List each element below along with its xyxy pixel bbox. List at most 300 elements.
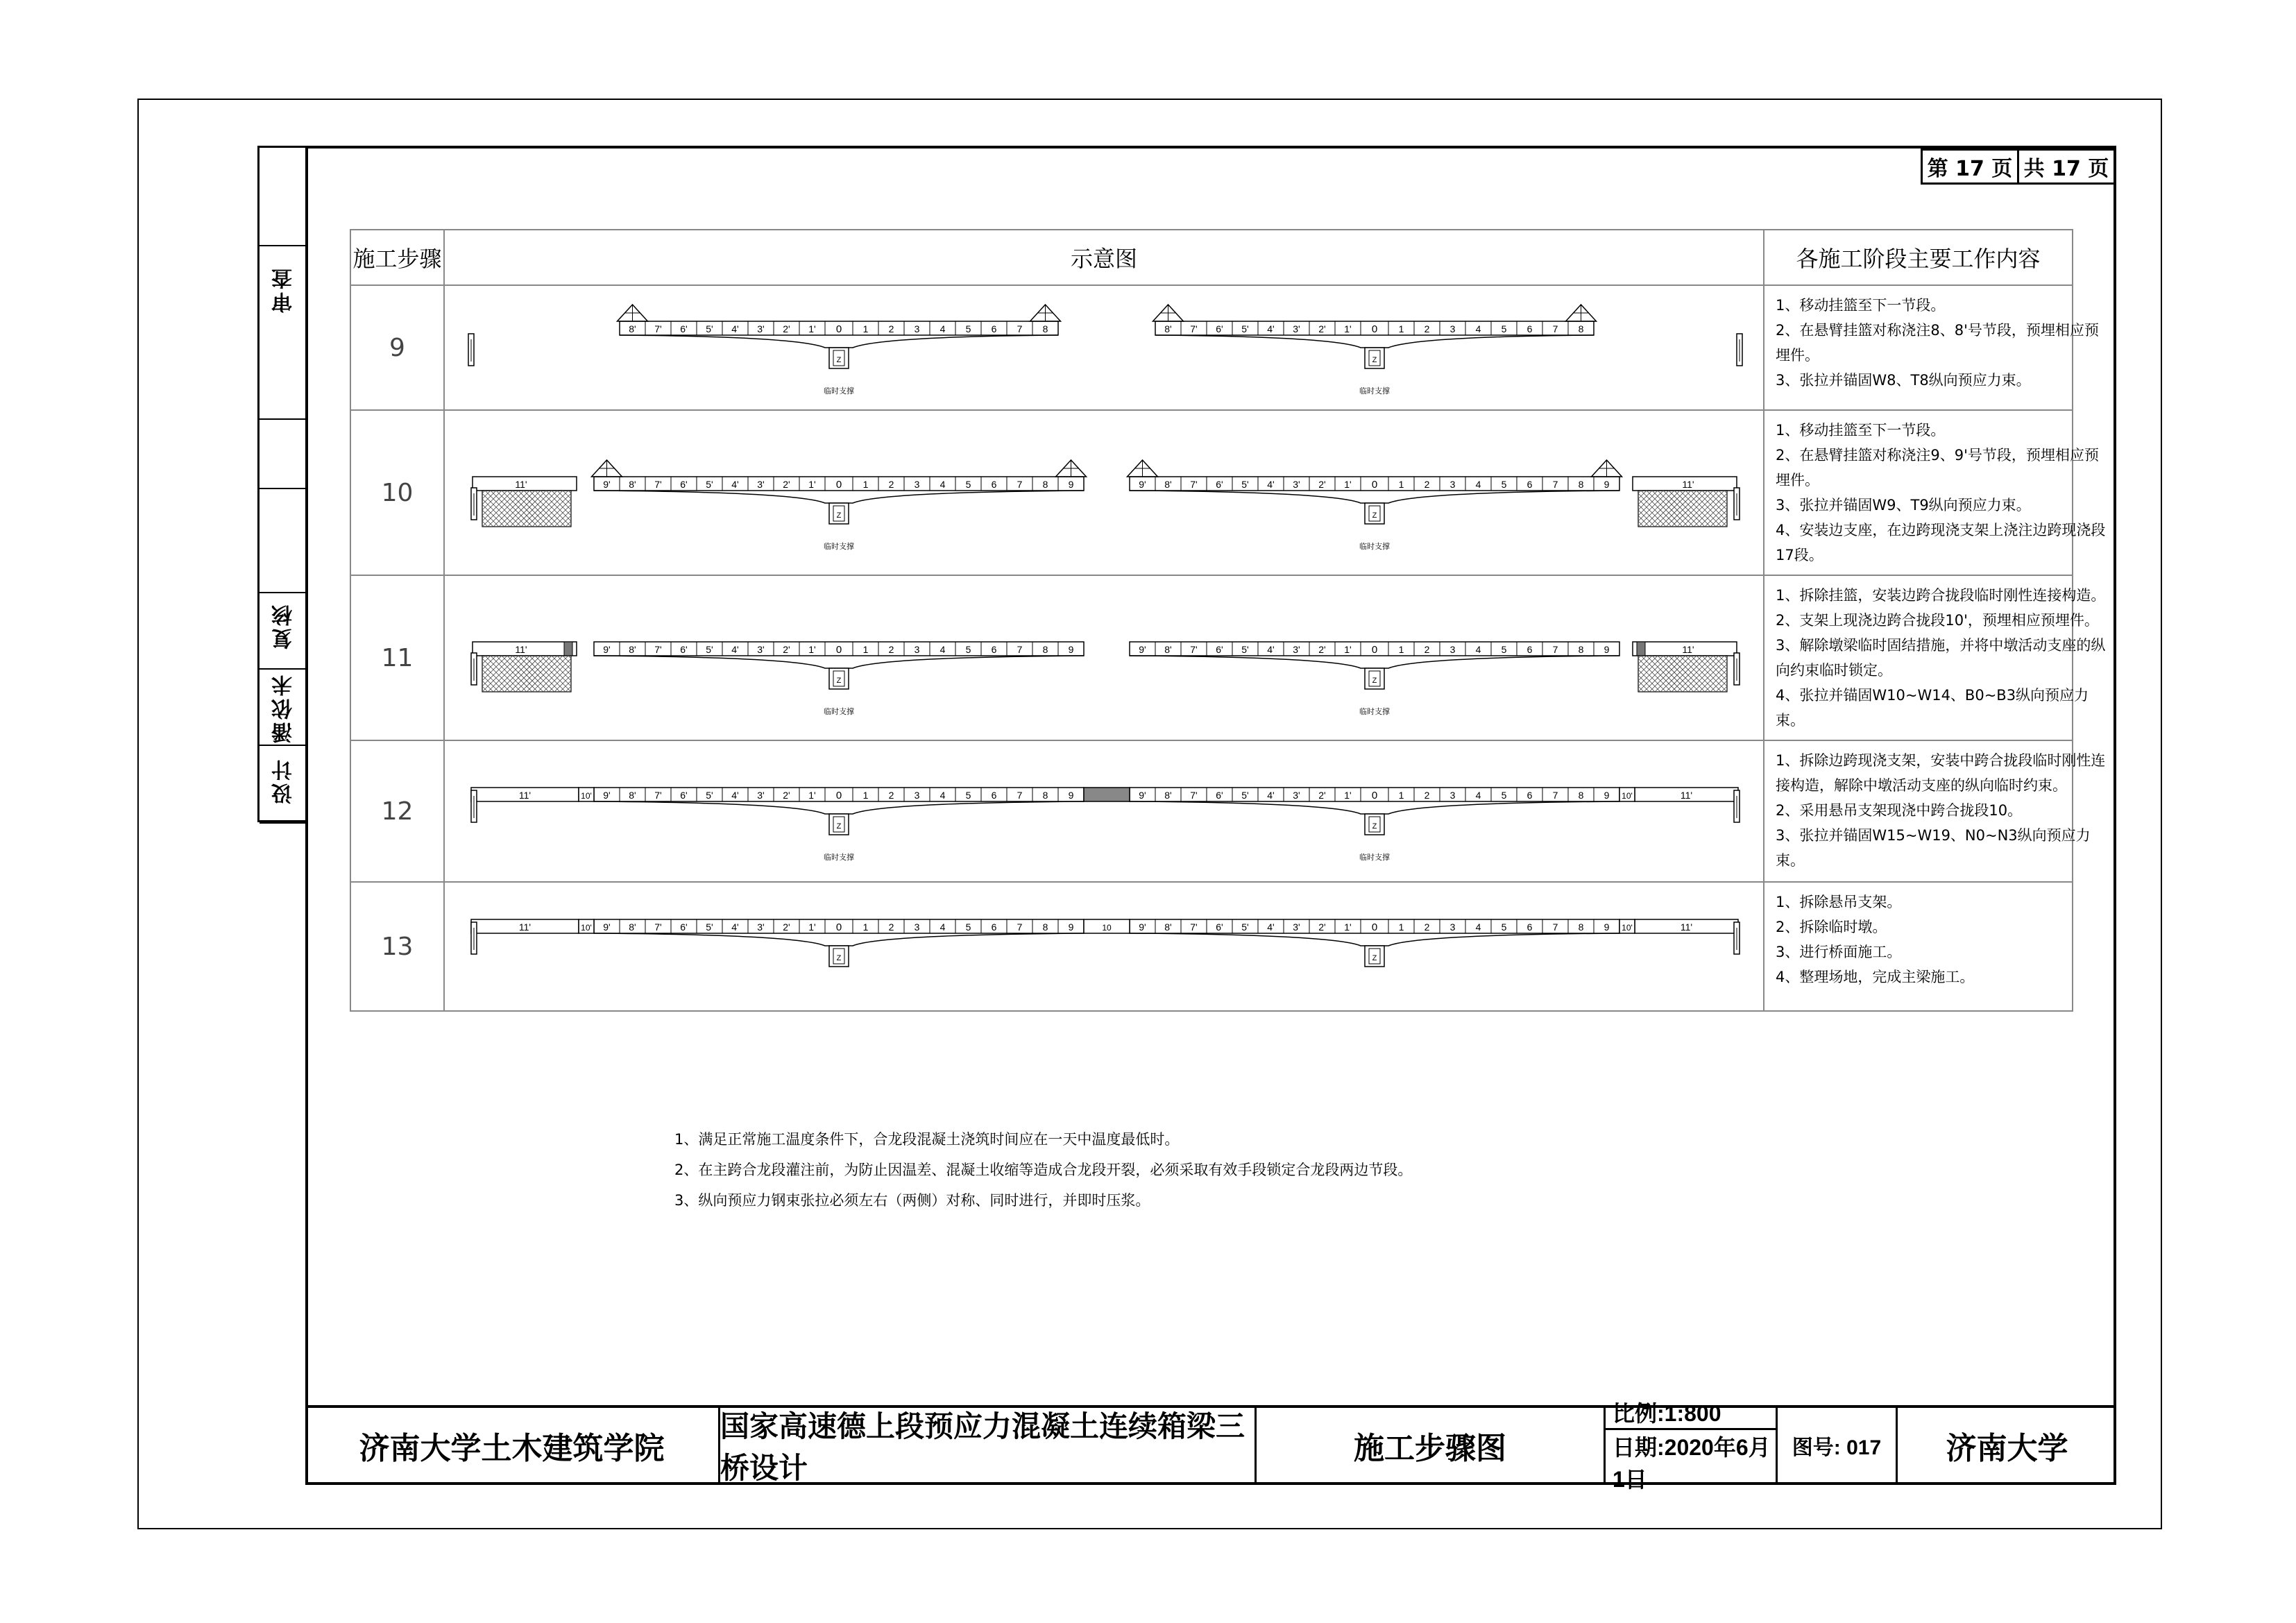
box-girder-soffit [1130, 801, 1619, 814]
bridge-diagram [445, 883, 1764, 1010]
segment-label: 2 [1424, 323, 1430, 334]
note-line: 3、纵向预应力钢束张拉必须左右（两侧）对称、同时进行，并即时压浆。 [674, 1192, 1150, 1209]
segment-label: 11' [518, 790, 532, 801]
segment-label: 9' [1139, 921, 1146, 933]
segment-label: 4' [731, 644, 739, 655]
work-line: 4、整理场地，完成主梁施工。 [1776, 969, 1975, 985]
hatch-line [482, 491, 518, 527]
segment-label: 6 [991, 790, 997, 801]
segment-label: 6' [680, 921, 688, 933]
date-text: 日期:2020年6月1日 [1606, 1428, 1776, 1494]
segment-label: 1' [1344, 479, 1352, 490]
segment-label: 5' [1241, 479, 1249, 490]
work-line: 17段。 [1776, 547, 1823, 563]
segment-label: 2' [783, 921, 790, 933]
table-row [350, 575, 2073, 740]
segment-label: 7 [1552, 323, 1558, 334]
segment-label: 8 [1042, 323, 1048, 334]
title-block [305, 1401, 2116, 1492]
hatch-line [1644, 491, 1680, 527]
segment-label: 11' [515, 644, 527, 655]
segment-label: 3 [914, 644, 920, 655]
segment-label: 3 [914, 790, 920, 801]
segment-label: 6' [680, 323, 688, 334]
segment-label: 5 [965, 323, 971, 334]
segment-label: 8' [1164, 921, 1172, 933]
segment-label: 9' [603, 644, 611, 655]
segment-label: 6' [1216, 323, 1223, 334]
segment-label: 8' [1164, 644, 1172, 655]
segment-label: 10' [581, 791, 592, 801]
segment-label: 7' [654, 323, 662, 334]
segment-label: 5 [965, 479, 971, 490]
segment-label: 9 [1604, 790, 1610, 801]
hatch-line [488, 491, 524, 527]
segment-label: 1' [808, 644, 816, 655]
segment-label: 2 [888, 644, 894, 655]
segment-label: 5' [706, 323, 713, 334]
hatch-line [482, 491, 502, 510]
segment-label: 3 [1449, 790, 1456, 801]
segment-label: 3 [1449, 323, 1456, 334]
hatch-line [529, 491, 566, 527]
segment-label: 7' [1190, 921, 1198, 933]
hatch-line [1708, 656, 1727, 675]
segment-label: 6' [1216, 479, 1223, 490]
segment-label: 1' [808, 921, 816, 933]
segment-label: 4' [1267, 479, 1275, 490]
segment-label: 5' [706, 479, 713, 490]
segment-label: 3 [1449, 479, 1456, 490]
hatch-line [1685, 656, 1721, 692]
bridge-diagram [445, 581, 1764, 735]
segment-label: 7' [1190, 644, 1198, 655]
segment-label: 3' [1293, 644, 1300, 655]
work-line: 1、拆除边跨现浇支架，安装中跨合拢段临时刚性连 [1776, 752, 2106, 769]
box-girder-soffit [1130, 656, 1619, 668]
segment-label: 4' [1267, 921, 1275, 933]
school-name: 济南大学土木建筑学院 [305, 1408, 720, 1482]
work-line: 向约束临时锁定。 [1776, 662, 1892, 679]
construction-steps-table [350, 229, 2106, 1012]
hatch-line [1649, 491, 1685, 527]
page-number-box [1921, 148, 2114, 185]
hatch-line [493, 656, 529, 692]
segment-label: 7 [1552, 921, 1558, 933]
hatch-line [482, 491, 513, 521]
segment-label: 7' [654, 479, 662, 490]
segment-label: 3 [914, 323, 920, 334]
support-label: 临时支撑 [1359, 708, 1390, 716]
support-label: 临时支撑 [1359, 387, 1390, 396]
segment-label: 6' [680, 479, 688, 490]
box-girder-soffit [594, 933, 1084, 946]
segment-label: 4 [1475, 479, 1481, 490]
segment-label: 8' [629, 323, 636, 334]
segment-label: 1' [1344, 790, 1352, 801]
work-line: 2、支架上现浇边跨合拢段10'，预埋相应预埋件。 [1776, 612, 2099, 629]
box-girder-soffit [620, 335, 1058, 348]
segment-label: 8' [629, 479, 636, 490]
segment-label: 5' [706, 644, 713, 655]
segment-label: 6' [1216, 644, 1223, 655]
table-header-row [350, 230, 2073, 285]
segment-label: 5' [706, 921, 713, 933]
segment-label: 4' [731, 323, 739, 334]
segment-label: 7' [654, 921, 662, 933]
work-line: 3、张拉并锚固W9、T9纵向预应力束。 [1776, 497, 2031, 513]
segment-label: 6 [991, 479, 997, 490]
hatch-line [1691, 656, 1727, 692]
segment-label: 6 [991, 644, 997, 655]
work-line: 接构造，解除中墩活动支座的纵向临时约束。 [1776, 777, 2067, 794]
segment-label: 4' [731, 921, 739, 933]
work-line: 3、进行桥面施工。 [1776, 944, 1902, 960]
segment-label: 0 [835, 323, 842, 335]
work-line: 埋件。 [1776, 347, 1819, 364]
hatch-line [1638, 656, 1663, 681]
drawing-number: 图号: 017 [1778, 1408, 1898, 1482]
scale-text: 比例:1:800 [1613, 1401, 1721, 1426]
segment-label: 9' [603, 790, 611, 801]
segment-label: 2 [1424, 479, 1430, 490]
segment-label: 10' [581, 923, 592, 933]
table-row [350, 410, 2073, 575]
segment-label: 7 [1552, 479, 1558, 490]
hatch-line [557, 656, 571, 670]
segment-label: 7 [1017, 921, 1023, 933]
segment-label: 6 [991, 921, 997, 933]
segment-label: 9 [1068, 790, 1074, 801]
segment-label: 5 [1501, 921, 1507, 933]
segment-label: 2 [1424, 644, 1430, 655]
bridge-diagram [445, 416, 1764, 570]
hatch-line [541, 656, 571, 686]
hatch-line [1638, 656, 1652, 670]
page-total: 共 17 页 [2017, 151, 2114, 182]
work-content [1764, 285, 2099, 410]
signature-side-panel [257, 146, 305, 822]
segment-label: 8 [1042, 479, 1048, 490]
segment-label: 2' [1318, 323, 1326, 334]
segment-label: 2' [783, 644, 790, 655]
general-notes [674, 1124, 1412, 1216]
segment-label: 8' [629, 790, 636, 801]
segment-label: 4 [1475, 644, 1481, 655]
design-label: 设计 [272, 757, 296, 804]
hatch-line [1680, 491, 1716, 527]
work-line: 3、张拉并锚固W8、T8纵向预应力束。 [1776, 372, 2031, 389]
segment-label: 9' [1139, 644, 1146, 655]
box-girder-soffit [594, 656, 1084, 668]
segment-label: 2' [1318, 479, 1326, 490]
hatch-line [1697, 491, 1727, 521]
drafter-label: 潘依未 [272, 672, 296, 743]
segment-label: 1' [1344, 921, 1352, 933]
segment-label: 0 [1371, 479, 1378, 491]
segment-label: 7 [1552, 644, 1558, 655]
work-line: 3、张拉并锚固W15~W19、N0~N3纵向预应力 [1776, 827, 2091, 844]
box-girder-soffit [1155, 335, 1594, 348]
segment-label: 1' [808, 479, 816, 490]
segment-label: 7 [1017, 790, 1023, 801]
work-content [1764, 740, 2106, 882]
hatch-line [482, 656, 518, 692]
segment-label: 9 [1068, 644, 1074, 655]
pier-label: Z [1372, 954, 1377, 962]
segment-label: 2 [888, 323, 894, 334]
segment-label: 7' [654, 790, 662, 801]
support-label: 临时支撑 [824, 543, 854, 551]
closure-segment [564, 642, 572, 656]
recheck-label: 复核 [272, 602, 296, 649]
pier-label: Z [1372, 356, 1377, 364]
segment-label: 1 [1398, 479, 1404, 490]
work-line: 3、解除墩梁临时固结措施，并将中墩活动支座的纵 [1776, 637, 2106, 654]
work-line: 2、拆除临时墩。 [1776, 919, 1887, 935]
work-line: 2、在悬臂挂篮对称浇注9、9'号节段，预埋相应预 [1776, 447, 2099, 464]
step-number: 11 [350, 575, 444, 740]
pier-label: Z [836, 356, 842, 364]
hatch-line [1638, 656, 1658, 675]
bridge-diagram [445, 287, 1764, 409]
hatch-line [546, 656, 571, 681]
segment-label: 4 [939, 479, 946, 490]
segment-label: 1' [1344, 323, 1352, 334]
segment-label: 1 [1398, 790, 1404, 801]
segment-label: 4' [731, 790, 739, 801]
step-number: 9 [350, 285, 444, 410]
hatch-line [1680, 656, 1716, 692]
segment-label: 8 [1578, 644, 1584, 655]
hatch-line [1685, 491, 1721, 527]
segment-label: 4 [1475, 921, 1481, 933]
segment-label: 1 [1398, 323, 1404, 334]
segment-label: 7 [1552, 790, 1558, 801]
segment-label: 8 [1578, 323, 1584, 334]
segment-label: 3 [1449, 921, 1456, 933]
segment-label: 1 [862, 323, 869, 334]
work-line: 2、在悬臂挂篮对称浇注8、8'号节段，预埋相应预 [1776, 322, 2099, 339]
hatch-line [488, 656, 524, 692]
hatch-line [552, 491, 571, 510]
hatch-line [1713, 491, 1727, 504]
segment-label: 11' [1680, 790, 1693, 801]
hatch-line [1702, 491, 1727, 516]
segment-label: 0 [1371, 921, 1378, 933]
segment-label: 8 [1578, 921, 1584, 933]
segment-label: 3' [1293, 790, 1300, 801]
diagram-cell [444, 285, 1764, 410]
work-content [1764, 575, 2106, 740]
hatch-line [1638, 491, 1663, 516]
segment-label: 2 [888, 921, 894, 933]
hatch-line [482, 656, 507, 681]
box-girder-soffit [594, 491, 1084, 503]
hatch-line [552, 656, 571, 675]
hatch-line [1638, 491, 1658, 510]
support-label: 临时支撑 [824, 853, 854, 862]
segment-label: 1 [1398, 644, 1404, 655]
step-number: 12 [350, 740, 444, 882]
segment-label: 3' [757, 644, 765, 655]
segment-label: 2' [1318, 790, 1326, 801]
segment-label: 7' [1190, 479, 1198, 490]
hatch-line [482, 656, 513, 686]
segment-label: 3' [757, 323, 765, 334]
hatch-line [1638, 656, 1674, 692]
note-line: 2、在主跨合龙段灌注前，为防止因温差、混凝土收缩等造成合龙段开裂，必须采取有效手段锁定合龙段两边节段。 [674, 1162, 1413, 1178]
segment-label: 11' [515, 479, 527, 490]
segment-label: 1' [808, 323, 816, 334]
hatch-line [1702, 656, 1727, 681]
segment-label: 3' [1293, 921, 1300, 933]
pier-label: Z [836, 822, 842, 831]
segment-label: 1 [1398, 921, 1404, 933]
hatch-line [1649, 656, 1685, 692]
hatch-line [1638, 656, 1669, 686]
scale-date-cell [1606, 1401, 1778, 1492]
pier-label: Z [836, 677, 842, 685]
segment-label: 9 [1604, 479, 1610, 490]
segment-label: 6 [1527, 323, 1533, 334]
segment-label: 2 [888, 479, 894, 490]
segment-label: 0 [1371, 790, 1378, 801]
segment-label: 9 [1604, 921, 1610, 933]
segment-label: 5 [965, 921, 971, 933]
pier-label: Z [836, 511, 842, 520]
segment-label: 11' [1682, 644, 1694, 655]
segment-label: 4 [939, 921, 946, 933]
segment-label: 6 [1527, 790, 1533, 801]
work-line: 束。 [1776, 852, 1805, 869]
segment-label: 0 [835, 479, 842, 491]
review-label: 审查 [272, 266, 296, 313]
hatch-line [541, 491, 571, 521]
segment-label: 3' [1293, 323, 1300, 334]
segment-label: 5 [1501, 644, 1507, 655]
box-girder-soffit [594, 801, 1084, 814]
hatch-line [482, 491, 507, 516]
drawing-name: 施工步骤图 [1257, 1408, 1606, 1482]
hatch-line [535, 491, 571, 527]
hatch-line [524, 656, 560, 692]
pier-label: Z [1372, 511, 1377, 520]
segment-label: 5 [965, 644, 971, 655]
segment-label: 8 [1042, 644, 1048, 655]
support-label: 临时支撑 [824, 708, 854, 716]
segment-label: 5' [1241, 921, 1249, 933]
segment-label: 7 [1017, 644, 1023, 655]
segment-label: 9' [603, 479, 611, 490]
segment-label: 4 [1475, 323, 1481, 334]
pier-label: Z [1372, 822, 1377, 831]
segment-label: 8' [1164, 790, 1172, 801]
hatch-line [529, 656, 566, 692]
segment-label: 11' [1682, 479, 1694, 490]
segment-label: 3 [914, 921, 920, 933]
segment-label: 8' [1164, 323, 1172, 334]
segment-label: 5' [1241, 644, 1249, 655]
hatch-line [1638, 491, 1669, 521]
segment-label: 9' [603, 921, 611, 933]
hatch-line [493, 491, 529, 527]
step-number: 13 [350, 882, 444, 1011]
segment-label: 6 [1527, 644, 1533, 655]
segment-label: 8' [629, 644, 636, 655]
segment-label: 5' [1241, 323, 1249, 334]
header-step: 施工步骤 [350, 230, 444, 285]
segment-label: 8' [1164, 479, 1172, 490]
segment-label: 1' [1344, 644, 1352, 655]
segment-label: 11' [1680, 921, 1693, 933]
segment-label: 1 [862, 921, 869, 933]
segment-label: 2 [1424, 790, 1430, 801]
segment-label: 10 [1102, 923, 1112, 933]
header-work: 各施工阶段主要工作内容 [1764, 230, 2073, 285]
segment-label: 0 [835, 921, 842, 933]
segment-label: 6 [991, 323, 997, 334]
segment-label: 0 [1371, 644, 1378, 656]
segment-label: 2' [1318, 644, 1326, 655]
segment-label: 10' [1622, 791, 1633, 801]
hatch-line [1638, 491, 1674, 527]
hatch-line [1708, 491, 1727, 510]
hatch-line [1644, 656, 1680, 692]
segment-label: 9 [1604, 644, 1610, 655]
segment-label: 6' [680, 790, 688, 801]
box-girder-soffit [1130, 491, 1619, 503]
segment-label: 8 [1578, 479, 1584, 490]
segment-label: 3 [1449, 644, 1456, 655]
segment-label: 2 [1424, 921, 1430, 933]
segment-label: 0 [835, 790, 842, 801]
segment-label: 4' [731, 479, 739, 490]
mid-span-closure [1084, 788, 1130, 801]
table-row [350, 285, 2073, 410]
segment-label: 3' [757, 921, 765, 933]
segment-label: 2' [783, 479, 790, 490]
segment-label: 4 [939, 644, 946, 655]
segment-label: 1 [862, 479, 869, 490]
support-label: 临时支撑 [824, 387, 854, 396]
segment-label: 4 [939, 323, 946, 334]
segment-label: 0 [1371, 323, 1378, 335]
segment-label: 4' [1267, 644, 1275, 655]
hatch-line [1691, 491, 1727, 527]
segment-label: 10' [1622, 923, 1633, 933]
diagram-cell [444, 882, 1764, 1011]
diagram-cell [444, 740, 1764, 882]
segment-label: 11' [518, 921, 532, 933]
table-row [350, 740, 2073, 882]
segment-label: 6' [680, 644, 688, 655]
segment-label: 7' [1190, 323, 1198, 334]
segment-label: 7 [1017, 479, 1023, 490]
segment-label: 2' [783, 790, 790, 801]
segment-label: 0 [835, 644, 842, 656]
segment-label: 5' [1241, 790, 1249, 801]
segment-label: 5 [965, 790, 971, 801]
page-current: 第 17 页 [1927, 157, 2013, 181]
closure-segment [1637, 642, 1645, 656]
segment-label: 1' [808, 790, 816, 801]
segment-label: 6 [1527, 479, 1533, 490]
work-line: 1、移动挂篮至下一节段。 [1776, 297, 1946, 314]
segment-label: 8 [1042, 921, 1048, 933]
header-diagram: 示意图 [444, 230, 1764, 285]
segment-label: 7' [1190, 790, 1198, 801]
